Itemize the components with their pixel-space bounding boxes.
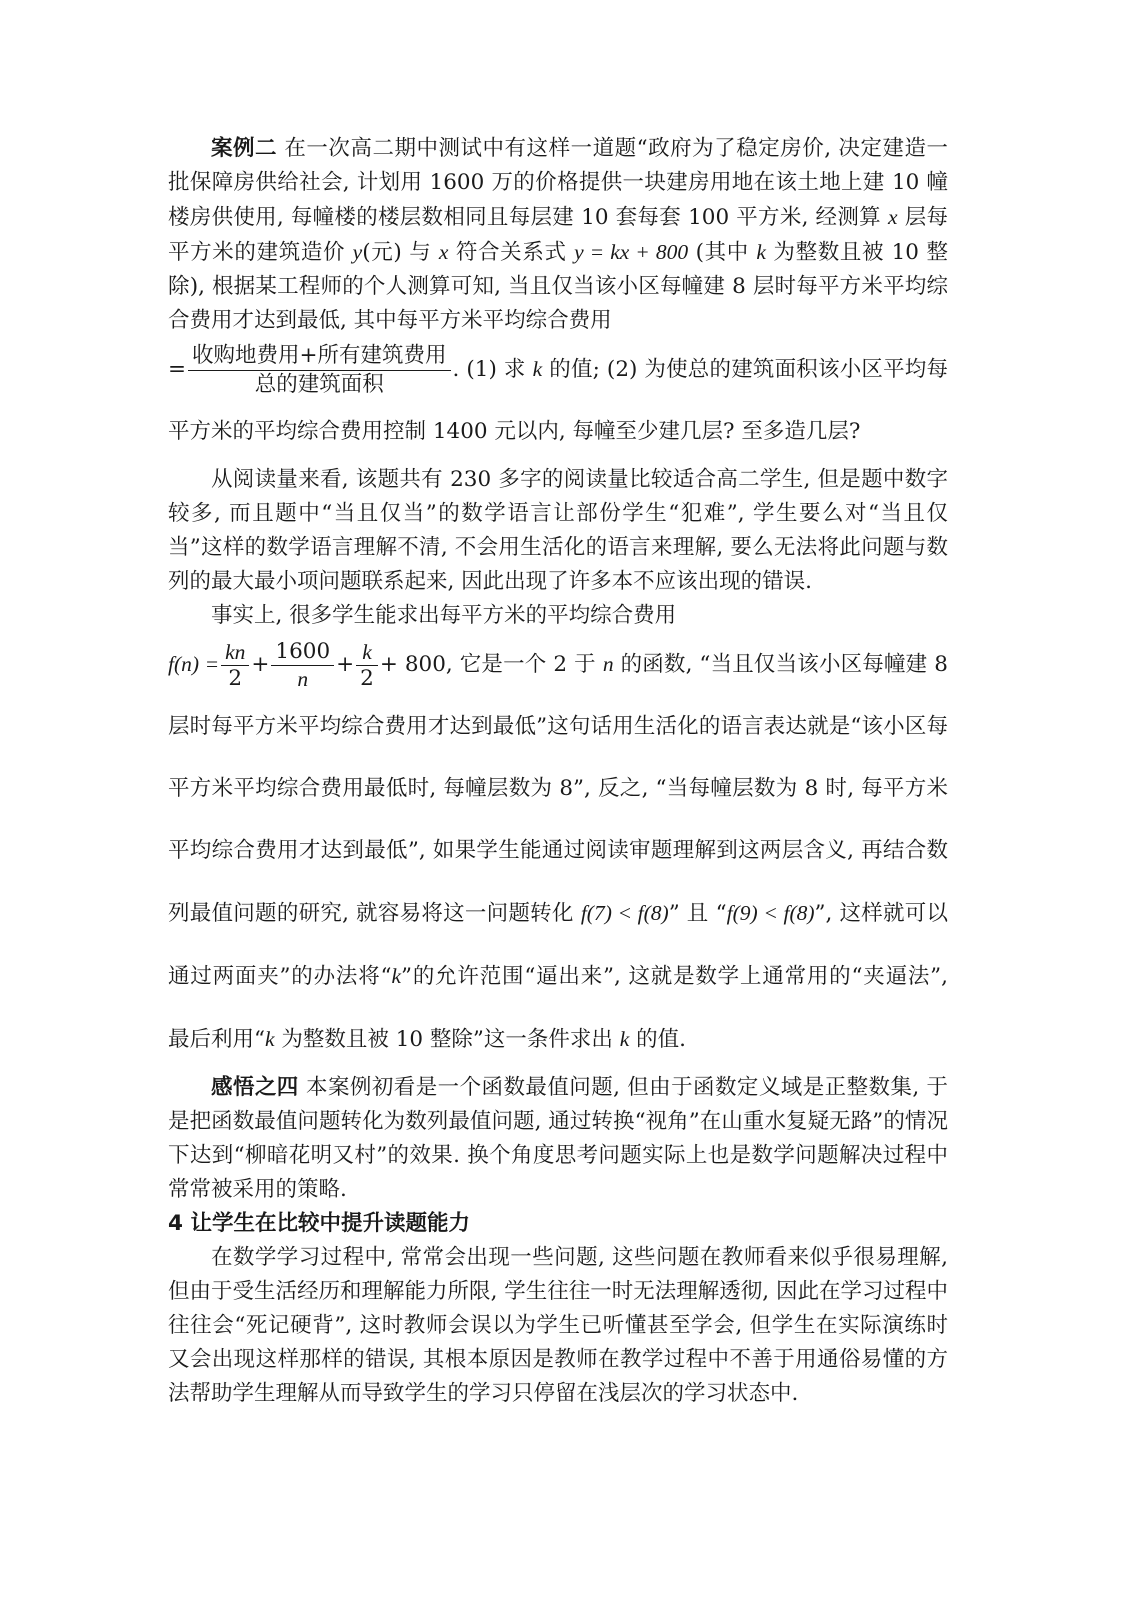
case2-text-4: 符合关系式 bbox=[455, 240, 567, 265]
var-x: x bbox=[888, 205, 898, 229]
var-k: k bbox=[532, 357, 543, 381]
fraction-denominator: n bbox=[297, 666, 309, 691]
case2-text-3: (元) 与 bbox=[362, 240, 432, 265]
fact-text-6: ”的允许范围“逼出来”, 这就是数学上通常用的“夹逼法”, 最后利用“ bbox=[168, 964, 948, 1052]
case2-label: 案例二 bbox=[211, 136, 278, 161]
fact-formula-line bbox=[168, 633, 948, 1071]
cost-fraction-numerator: 收购地费用+所有建筑费用 bbox=[188, 342, 451, 371]
insight-label: 感悟之四 bbox=[211, 1075, 299, 1100]
fact-text-7: 为整数且被 10 整除”这一条件求出 bbox=[281, 1027, 613, 1052]
var-k: k bbox=[756, 240, 766, 264]
var-k: k bbox=[265, 1027, 275, 1051]
formula-tail: + 800 bbox=[379, 652, 446, 677]
case2-text-7: . (1) 求 bbox=[452, 357, 526, 382]
fraction-kn-2 bbox=[221, 639, 249, 692]
var-k: k bbox=[619, 1027, 630, 1051]
case2-text-5: (其中 bbox=[695, 240, 749, 265]
fact-text-3: 的函数, “当且仅当该小区每幢建 8 层时每平方米平均综合费用才达到最低”这句话用生活化的语言表达就是“该小区每平方米平均综合费用最低时, 每幢层数为 8”, 反之, “当每幢层数为 8 时, 每平方米平均综合费用才达到最低”, 如果学生能通过阅读审题理解到这两层含义, 再结合数列最值问题的研究, 就容易将这一问题转化 bbox=[168, 652, 948, 926]
var-k: k bbox=[391, 964, 402, 988]
plus-sign: + bbox=[251, 652, 270, 677]
formula-y: y = kx + 800 bbox=[574, 240, 689, 264]
case2-text-2: 层每平方米的建筑造价 bbox=[168, 205, 948, 265]
fraction-denominator: 2 bbox=[228, 665, 243, 691]
var-x: x bbox=[438, 240, 449, 264]
cost-fraction bbox=[188, 342, 451, 399]
insight-text: 本案例初看是一个函数最值问题, 但由于函数定义域是正整数集, 于是把函数最值问题转化为数列最值问题, 通过转换“视角”在山重水复疑无路”的情况下达到“柳暗花明又村”的效果. 换个角度思考问题实际上也是数学问题解决过程中常常被采用的策略. bbox=[168, 1075, 948, 1202]
fact-paragraph bbox=[168, 599, 948, 633]
fraction-numerator: k bbox=[356, 639, 378, 666]
fraction-k-2 bbox=[356, 639, 378, 692]
fact-text-2: , 它是一个 2 于 bbox=[445, 652, 596, 677]
case2-fraction-line bbox=[168, 338, 948, 463]
case2-text-8: 的值; (2) 为使总的建筑面积该小区平均每平方米的平均综合费用控制 1400 元以内, 每幢至少建几层? 至多造几层? bbox=[168, 357, 948, 444]
section-4-paragraph: 在数学学习过程中, 常常会出现一些问题, 这些问题在教师看来似乎很易理解, 但由于受生活经历和理解能力所限, 学生往往一时无法理解透彻, 因此在学习过程中往往会“死记硬背”, 这时教师会误以为学生已听懂甚至学会, 但学生在实际演练时又会出现这样那样的错误, 其根本原因是教师在教学过程中不善于用通俗易懂的方法帮助学生理解从而导致学生的学习只停留在浅层次的学习状态中. bbox=[168, 1245, 948, 1406]
fact-text-8: 的值. bbox=[636, 1027, 686, 1052]
var-n: n bbox=[602, 652, 614, 676]
fact-text-5: ”, 这样就可以通过两面夹”的办法将“ bbox=[168, 901, 948, 989]
inequality-f9-f8: f(9) < f(8) bbox=[726, 901, 815, 925]
plus-sign: + bbox=[336, 652, 355, 677]
fraction-numerator: 1600 bbox=[271, 639, 334, 666]
fraction-numerator: kn bbox=[221, 639, 249, 666]
page-content bbox=[168, 132, 948, 1411]
inequality-f7-f8: f(7) < f(8) bbox=[580, 901, 669, 925]
fact-text-4: ” 且 “ bbox=[668, 901, 727, 926]
insight-paragraph bbox=[168, 1071, 948, 1207]
case2-paragraph bbox=[168, 132, 948, 338]
var-y: y bbox=[352, 240, 363, 264]
fact-text-1: 事实上, 很多学生能求出每平方米的平均综合费用 bbox=[211, 603, 677, 628]
case2-text-1: 在一次高二期中测试中有这样一道题“政府为了稳定房价, 决定建造一批保障房供给社会, 计划用 1600 万的价格提供一块建房用地在该土地上建 10 幢楼房供使用, 每幢楼的楼层数相同且每层建 10 套每套 100 平方米, 经测算 bbox=[168, 136, 948, 230]
fraction-1600-n bbox=[271, 639, 334, 692]
reading-analysis-paragraph: 从阅读量来看, 该题共有 230 多字的阅读量比较适合高二学生, 但是题中数字较多, 而且题中“当且仅当”的数学语言让部份学生“犯难”, 学生要么对“当且仅当”这样的数学语言理解不清, 不会用生活化的语言来理解, 要么无法将此问题与数列的最大最小项问题联系起来, 因此出现了许多本不应该出现的错误. bbox=[168, 467, 948, 594]
cost-fraction-denominator: 总的建筑面积 bbox=[254, 371, 384, 397]
equals-sign: = bbox=[168, 357, 187, 382]
fraction-denominator: 2 bbox=[360, 665, 374, 691]
section-4-heading: 4 让学生在比较中提升读题能力 bbox=[168, 1211, 470, 1236]
function-f-n: f(n) = bbox=[168, 652, 220, 676]
case2-text-6: 为整数且被 10 整除), 根据某工程师的个人测算可知, 当且仅当该小区每幢建 8 层时每平方米平均综合费用才达到最低, 其中每平方米平均综合费用 bbox=[168, 240, 948, 333]
